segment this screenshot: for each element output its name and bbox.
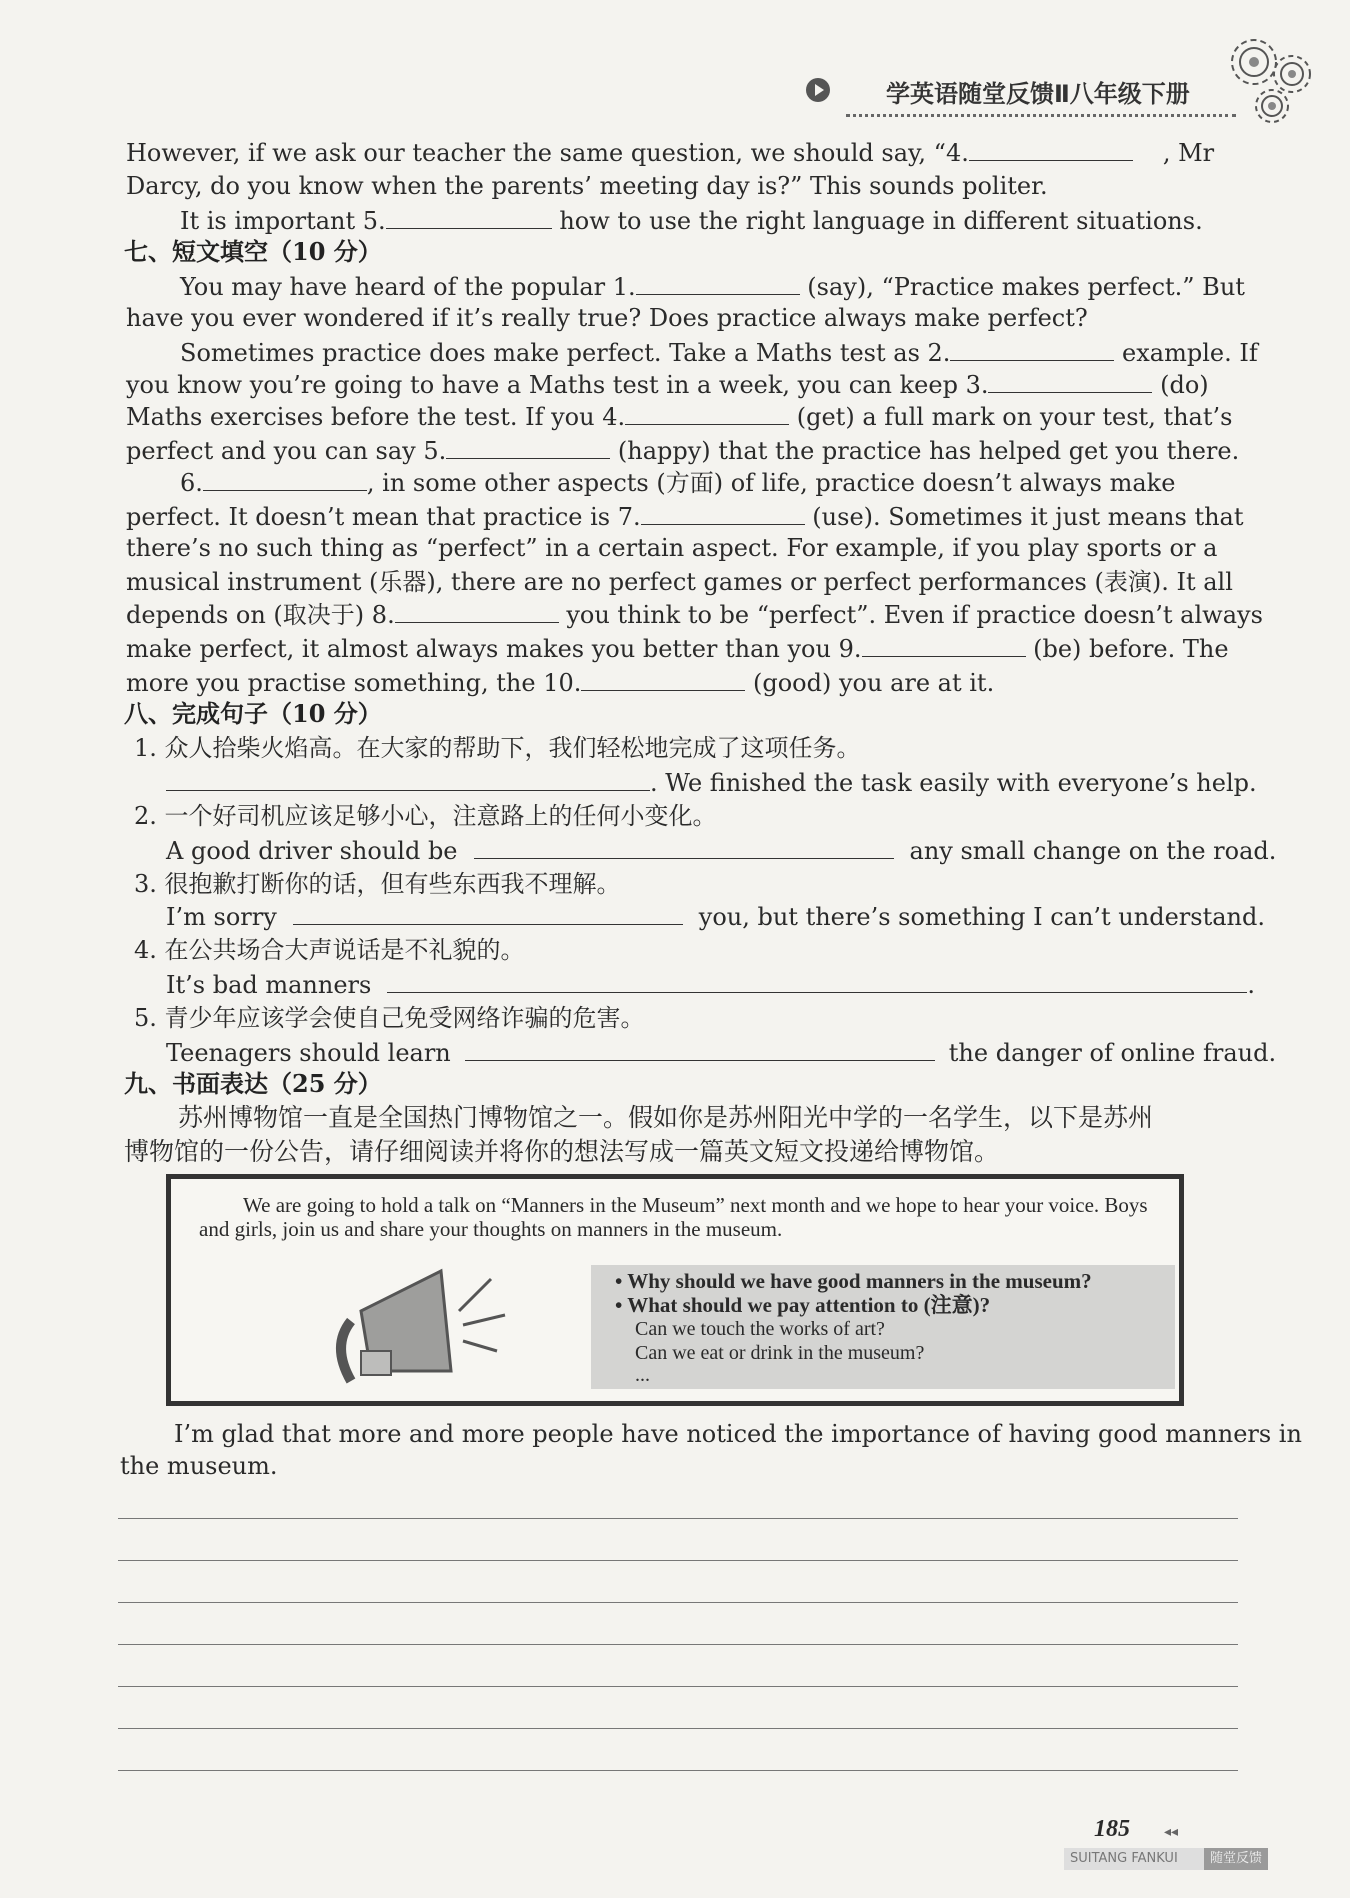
answer-blank[interactable]: [641, 500, 805, 525]
question-cn: 1. 众人拾柴火焰高。在大家的帮助下，我们轻松地完成了这项任务。: [134, 734, 861, 762]
question-en: A good driver should be any small change on the road.: [166, 834, 1276, 867]
notice-questions: [591, 1265, 1175, 1389]
notice-subquestion: Can we touch the works of art?: [635, 1318, 885, 1340]
answer-blank[interactable]: [465, 1036, 935, 1061]
passage-line: depends on (取决于) 8. you think to be “perfect”. Even if practice doesn’t always: [126, 598, 1263, 631]
footer-brand: SUITANG FANKUI 随堂反馈: [1064, 1848, 1268, 1870]
question-cn: 3. 很抱歉打断你的话，但有些东西我不理解。: [134, 870, 621, 898]
question-en: It’s bad manners .: [166, 968, 1255, 1001]
writing-line[interactable]: [118, 1602, 1238, 1603]
passage-line: 6. , in some other aspects (方面) of life, practice doesn’t always make: [180, 466, 1175, 499]
answer-blank[interactable]: [988, 368, 1152, 393]
task-instruction: 苏州博物馆一直是全国热门博物馆之一。假如你是苏州阳光中学的一名学生，以下是苏州: [178, 1103, 1154, 1132]
section-heading: 七、短文填空（10 分）: [124, 237, 382, 266]
notice-subquestion: Can we eat or drink in the museum?: [635, 1342, 925, 1364]
passage-line: However, if we ask our teacher the same question, we should say, “4. , Mr: [126, 136, 1214, 169]
answer-blank[interactable]: [950, 336, 1114, 361]
answer-blank[interactable]: [166, 766, 650, 791]
notice-subquestion: ...: [635, 1364, 650, 1386]
notice-bullet: • What should we pay attention to (注意)?: [615, 1293, 991, 1317]
writing-line[interactable]: [118, 1728, 1238, 1729]
answer-blank[interactable]: [474, 834, 894, 859]
writing-line[interactable]: [118, 1644, 1238, 1645]
answer-blank[interactable]: [386, 204, 552, 229]
notice-intro: We are going to hold a talk on “Manners in the Museum” next month and we hope to hear your voice. Boys and girls, join us and share your thoughts on manners in the museum.: [199, 1193, 1148, 1241]
answer-blank[interactable]: [293, 900, 683, 925]
passage-line: have you ever wondered if it’s really true? Does practice always make perfect?: [126, 304, 1088, 332]
answer-blank[interactable]: [625, 400, 789, 425]
passage-line: musical instrument (乐器), there are no perfect games or perfect performances (表演). It all: [126, 568, 1233, 596]
passage-line: make perfect, it almost always makes you better than you 9. (be) before. The: [126, 632, 1229, 665]
passage-line: You may have heard of the popular 1. (say), “Practice makes perfect.” But: [180, 270, 1245, 303]
page-arrow-icon: ◂◂: [1164, 1824, 1179, 1840]
task-instruction: 博物馆的一份公告，请仔细阅读并将你的想法写成一篇英文短文投递给博物馆。: [124, 1137, 1000, 1166]
flower-decoration-icon: [1214, 22, 1324, 132]
footer-brand-cn: 随堂反馈: [1204, 1848, 1268, 1870]
answer-blank[interactable]: [636, 270, 800, 295]
passage-line: perfect and you can say 5. (happy) that the practice has helped get you there.: [126, 434, 1239, 467]
writing-line[interactable]: [118, 1770, 1238, 1771]
passage-line: Sometimes practice does make perfect. Take a Maths test as 2. example. If: [180, 336, 1258, 369]
passage-line: you know you’re going to have a Maths test in a week, you can keep 3. (do): [126, 368, 1209, 401]
passage-line: more you practise something, the 10. (good) you are at it.: [126, 666, 994, 699]
megaphone-icon: [291, 1251, 511, 1401]
answer-blank[interactable]: [387, 968, 1247, 993]
question-en: . We finished the task easily with everyone’s help.: [166, 766, 1257, 799]
passage-line: there’s no such thing as “perfect” in a certain aspect. For example, if you play sports or a: [126, 534, 1218, 562]
museum-notice-box: [166, 1174, 1184, 1406]
answer-blank[interactable]: [581, 666, 745, 691]
answer-blank[interactable]: [446, 434, 610, 459]
running-header: [806, 72, 1236, 116]
question-cn: 5. 青少年应该学会使自己免受网络诈骗的危害。: [134, 1004, 645, 1032]
question-cn: 2. 一个好司机应该足够小心，注意路上的任何小变化。: [134, 802, 717, 830]
question-en: I’m sorry you, but there’s something I can’t understand.: [166, 900, 1265, 933]
essay-start-line: I’m glad that more and more people have noticed the importance of having good manners in: [174, 1420, 1302, 1448]
answer-blank[interactable]: [969, 136, 1133, 161]
passage-line: Darcy, do you know when the parents’ meeting day is?” This sounds politer.: [126, 172, 1048, 200]
passage-line: It is important 5. how to use the right language in different situations.: [180, 204, 1203, 237]
notice-bullet: • Why should we have good manners in the museum?: [615, 1269, 1092, 1293]
writing-line[interactable]: [118, 1518, 1238, 1519]
answer-blank[interactable]: [203, 466, 367, 491]
writing-line[interactable]: [118, 1686, 1238, 1687]
answer-blank[interactable]: [862, 632, 1026, 657]
play-icon: [806, 78, 830, 102]
book-title: 学英语随堂反馈Ⅱ八年级下册: [886, 80, 1190, 108]
question-en: Teenagers should learn the danger of online fraud.: [166, 1036, 1276, 1069]
writing-line[interactable]: [118, 1560, 1238, 1561]
passage-line: Maths exercises before the test. If you 4. (get) a full mark on your test, that’s: [126, 400, 1232, 433]
answer-blank[interactable]: [395, 598, 559, 623]
passage-line: perfect. It doesn’t mean that practice is 7. (use). Sometimes it just means that: [126, 500, 1244, 533]
page-number: 185: [1094, 1816, 1130, 1842]
header-dotted-rule: [846, 114, 1236, 117]
question-cn: 4. 在公共场合大声说话是不礼貌的。: [134, 936, 525, 964]
section-heading: 九、书面表达（25 分）: [124, 1069, 382, 1098]
essay-start-line: the museum.: [120, 1452, 278, 1480]
section-heading: 八、完成句子（10 分）: [124, 699, 382, 728]
